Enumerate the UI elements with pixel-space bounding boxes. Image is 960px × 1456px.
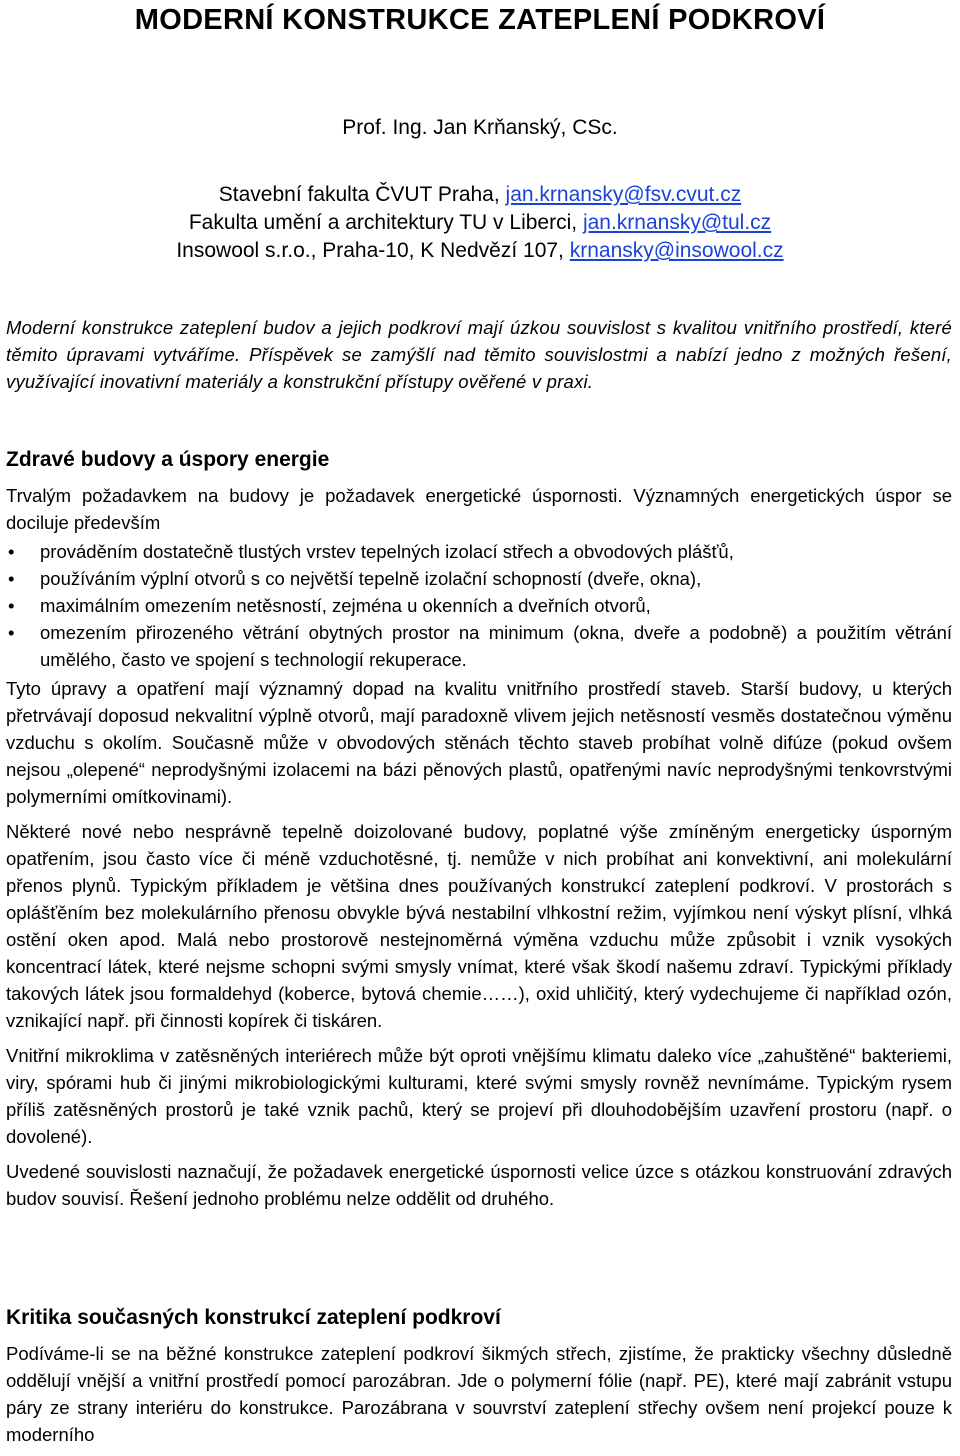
affiliations — [0, 181, 960, 265]
paragraph: Uvedené souvislosti naznačují, že požadavek energetické úspornosti velice úzce s otázkou konstruování zdravých budov souvisí. Řešení jednoho problému nelze oddělit od druhého. — [6, 1161, 952, 1209]
affiliation-text: Insowool s.r.o., Praha-10, K Nedvězí 107, — [176, 239, 564, 262]
list-item-text: maximálním omezením netěsností, zejména u okenních a dveřních otvorů, — [40, 595, 651, 616]
section-heading: Kritika současných konstrukcí zateplení podkroví — [6, 1306, 501, 1329]
section-heading: Zdravé budovy a úspory energie — [6, 448, 330, 471]
list-item — [6, 592, 952, 619]
paragraph: Trvalým požadavkem na budovy je požadavek energetické úspornosti. Významných energetických úspor se dociluje především — [6, 485, 952, 533]
affiliation-text: Fakulta umění a architektury TU v Liberci, — [188, 211, 578, 234]
list-item-text: používáním výplní otvorů s co největší tepelně izolační schopností (dveře, okna), — [40, 568, 702, 589]
bullet-icon: • — [8, 568, 15, 589]
section-body — [6, 1340, 952, 1456]
list-item — [6, 565, 952, 592]
paragraph: Vnitřní mikroklima v zatěsněných interiérech může být oproti vnějšímu klimatu daleko více „zahuštěné“ bakteriemi, viry, spórami hub či jinými mikrobiologickými kulturami, které svými smysly rovněž nevnímáme. Typickým rysem příliš zatěsněných prostorů je také vznik pachů, který se projeví při dlouhodobějším uzavření prostoru (např. o dovolené). — [6, 1045, 952, 1147]
list-item — [6, 538, 952, 565]
paragraph: Podíváme-li se na běžné konstrukce zateplení podkroví šikmých střech, zjistíme, že prakticky všechny důsledně oddělují vnější a vnitřní prostředí pomocí parozábran. Jde o polymerní fólie (např. PE), které mají zabránit vstupu páry ze strany interiéru do konstrukce. Parozábrana v souvrství zateplení střechy ovšem není projekcí pouze k moderního — [6, 1343, 952, 1445]
email-link[interactable]: jan.krnansky@fsv.cvut.cz — [505, 183, 742, 206]
list-item-text: omezením přirozeného větrání obytných prostor na minimum (okna, dveře a podobně) a použitím větrání umělého, často ve spojení s technologií rekuperace. — [40, 622, 952, 670]
bullet-icon: • — [8, 595, 15, 616]
list-item — [6, 619, 952, 673]
affiliation-line — [0, 181, 960, 209]
section-body — [6, 482, 952, 1220]
affiliation-line — [0, 209, 960, 237]
list-item-text: prováděním dostatečně tlustých vrstev tepelných izolací střech a obvodových plášťů, — [40, 541, 734, 562]
bullet-icon: • — [8, 541, 15, 562]
email-link[interactable]: jan.krnansky@tul.cz — [582, 211, 772, 234]
affiliation-text: Stavební fakulta ČVUT Praha, — [218, 183, 500, 206]
abstract: Moderní konstrukce zateplení budov a jejich podkroví mají úzkou souvislost s kvalitou vnitřního prostředí, které těmito úpravami vytváříme. Příspěvek se zamýšlí nad těmito souvislostmi a nabízí jedno z možných řešení, využívající inovativní materiály a konstrukční přístupy ověřené v praxi. — [6, 317, 952, 392]
document-title: MODERNÍ KONSTRUKCE ZATEPLENÍ PODKROVÍ — [134, 4, 826, 36]
author-name: Prof. Ing. Jan Krňanský, CSc. — [342, 116, 618, 139]
bullet-icon: • — [8, 622, 15, 643]
bullet-list — [6, 538, 952, 673]
paragraph: Tyto úpravy a opatření mají významný dopad na kvalitu vnitřního prostředí staveb. Starší budovy, u kterých přetrvávají doposud nekvalitní výplně otvorů, mají paradoxně vlivem jejich netěsností vesměs dostatečnou výměnu vzduchu s okolím. Současně může v obvodových stěnách těchto staveb probíhat volně difúze (pokud ovšem nejsou „olepené“ neprodyšnými izolacemi na bázi pěnových plastů, opatřenými navíc neprodyšnými tenkovrstvými polymerními omítkovinami). — [6, 678, 952, 807]
affiliation-line — [0, 237, 960, 265]
email-link[interactable]: krnansky@insowool.cz — [569, 239, 784, 262]
paragraph: Některé nové nebo nesprávně tepelně doizolované budovy, poplatné výše zmíněným energeticky úsporným opatřením, jsou často více či méně vzduchotěsné, tj. nemůže v nich probíhat ani konvektivní, ani molekulární přenos plynů. Typickým příkladem je většina dnes používaných konstrukcí zateplení podkroví. V prostorách s oplášťěním bez molekulárního přenosu obvykle bývá nestabilní vlhkostní režim, vyjímkou není výskyt plísní, vlhká ostění oken apod. Malá nebo prostorově nestejnoměrná výměna vzduchu může způsobit i vznik vysokých koncentrací látek, které nejsme schopni svými smysly vnímat, které však škodí našemu zdraví. Typickými příklady takových látek jsou formaldehyd (koberce, bytová chemie……), oxid uhličitý, který vydechujeme či například ozón, vznikající např. při činnosti kopírek či tiskáren. — [6, 821, 952, 1031]
